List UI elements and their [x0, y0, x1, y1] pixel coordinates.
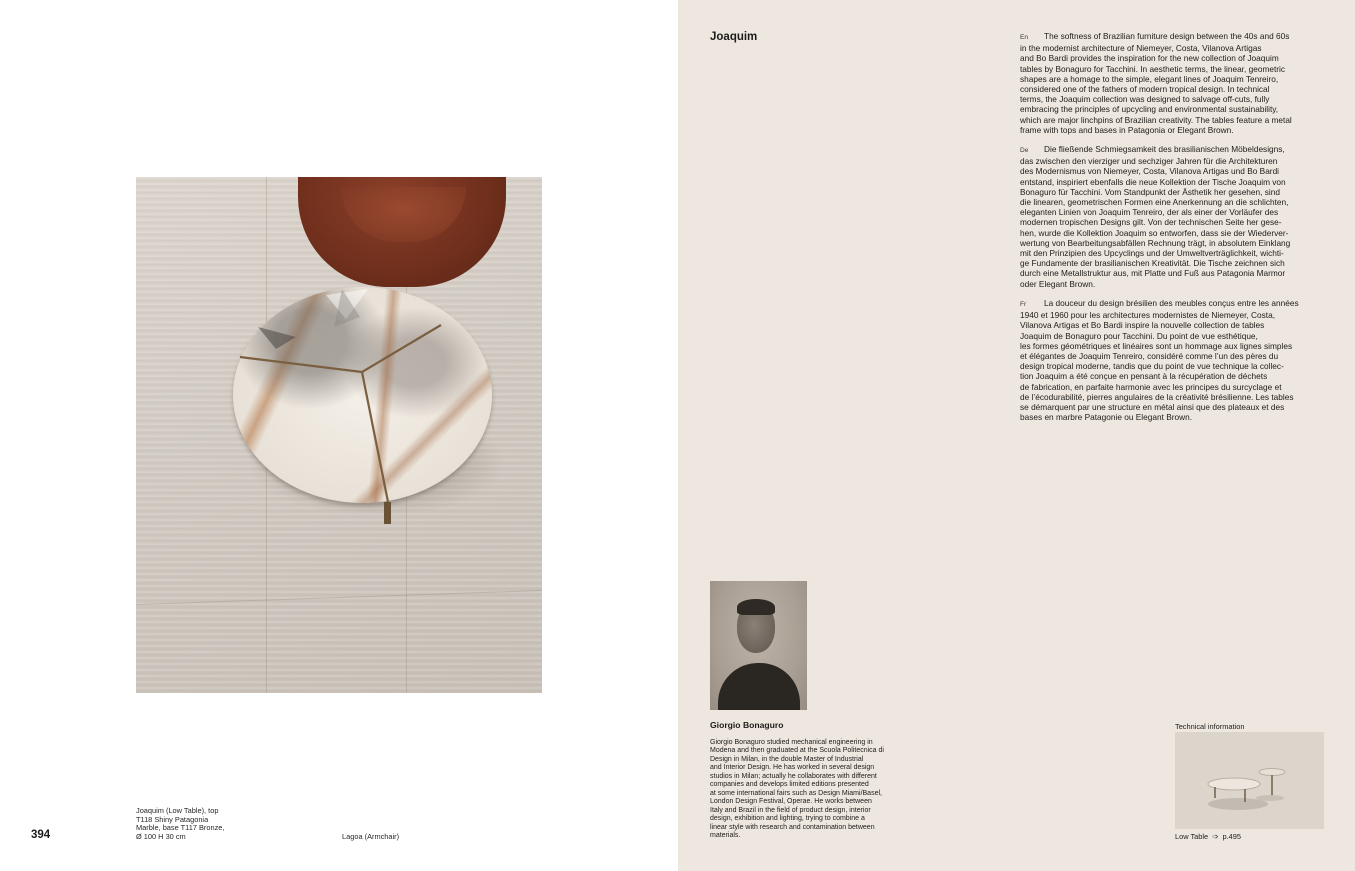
text-line: in the modernist architecture of Niemeyer, Costa, Vilanova Artigas — [1020, 43, 1262, 54]
text-line: terms, the Joaquim collection was designed to salvage off-cuts, fully — [1020, 94, 1270, 105]
bio-line: Giorgio Bonaguro studied mechanical engineering in — [710, 739, 873, 746]
bio-line: London Design Festival, Operae. He works between — [710, 798, 872, 806]
page-number: 394 — [31, 829, 51, 841]
caption-line: Joaquim (Low Table), top — [136, 806, 219, 815]
english-description — [1020, 31, 1326, 135]
text-line: tion Joaquim a été conçue en pensant à la récupération de déchets — [1020, 371, 1268, 382]
marble-low-table-photo — [136, 177, 542, 693]
arrow-right-icon: ➩ — [1212, 832, 1219, 841]
text-line: eleganten Linien von Joaquim Tenreiro, der als einer der Vorläufer des — [1020, 207, 1279, 218]
bio-line: Modena and then graduated at the Scuola Politecnica di — [710, 747, 884, 755]
bio-line: linear style with research and contamination between — [710, 823, 875, 831]
text-line: de l’écodurabilité, pierres angulaires de la créativité brésilienne. Les tables — [1020, 391, 1294, 402]
text-line: frame with tops and bases in Patagonia or Elegant Brown. — [1020, 124, 1234, 135]
table-metal-frame — [136, 177, 542, 693]
photo-caption — [136, 807, 224, 841]
text-line: die linearen, geometrischen Formen eine Anerkennung an die schlichten, — [1020, 197, 1289, 208]
bio-line: companies and develops limited editions presented — [710, 781, 869, 789]
text-line: se démarquent par une structure en métal ainsi que des plateaux et des — [1020, 402, 1285, 413]
technical-drawing-image — [1175, 732, 1324, 829]
tables-render — [1175, 732, 1324, 829]
portrait-hair — [737, 599, 775, 615]
text-line: 1940 et 1960 pour les architectures modernistes de Niemeyer, Costa, — [1020, 310, 1276, 321]
text-line: entstand, inspiriert ebenfalls die neue Kollektion der Tische Joaquim von — [1020, 176, 1286, 187]
text-line: durch eine Metallstruktur aus, mit Platte und Fuß aus Patagonia Marmor — [1020, 268, 1286, 279]
language-tag: Fr — [1020, 301, 1027, 308]
bio-line: Design in Milan, in the double Master of Industrial — [710, 755, 864, 763]
bio-line: at some international fairs such as Design Miami/Basel, — [710, 789, 882, 797]
language-tag: En — [1020, 34, 1029, 41]
text-line: hen, wurde die Kollektion Joaquim so entworfen, dass sie der Wiederver- — [1020, 227, 1289, 238]
text-line: des Modernismus von Niemeyer, Costa, Vilanova Artigas und Bo Bardi — [1020, 166, 1280, 177]
text-line: design tropical moderne, tandis que du point de vue technique la collec- — [1020, 361, 1284, 372]
text-line: Vilanova Artigas et Bo Bardi inspire la nouvelle collection de tables — [1020, 320, 1265, 331]
text-line: modernen tropischen Designs gilt. Von der technischen Seite her gese- — [1020, 217, 1282, 228]
text-line: les formes géométriques et linéaires sont un hommage aux lignes simples — [1020, 340, 1293, 351]
bio-line: Italy and Brazil in the field of product design, interior — [710, 806, 871, 814]
text-line: tables by Bonaguro for Tacchini. In aesthetic terms, the linear, geometric — [1020, 63, 1286, 74]
text-line: Joaquim de Bonaguro pour Tacchini. Du point de vue esthétique, — [1020, 330, 1258, 341]
text-line: which are major linchpins of Brazilian creativity. The tables feature a metal — [1020, 114, 1292, 125]
text-line: embracing the principles of upcycling and environmental sustainability, — [1020, 104, 1279, 115]
caption-line: T118 Shiny Patagonia — [136, 814, 209, 824]
text-line: bases en marbre Patagonie ou Elegant Brown. — [1020, 412, 1193, 423]
text-line: shapes are a homage to the simple, elegant lines of Joaquim Tenreiro, — [1020, 73, 1279, 84]
collection-title: Joaquim — [710, 31, 758, 43]
text-line: considered one of the fathers of modern tropical design. In technical — [1020, 84, 1270, 95]
bio-line: materials. — [710, 831, 741, 839]
text-line: oder Elegant Brown. — [1020, 278, 1096, 289]
technical-page-link[interactable] — [1175, 832, 1241, 841]
tech-ref-label: Low Table — [1175, 832, 1209, 841]
text-line: mit den Prinzipien des Upcyclings und der Umweltverträglichkeit, wichti- — [1020, 248, 1284, 259]
text-line: de fabrication, en parfaite harmonie avec les principes du surcyclage et — [1020, 381, 1282, 392]
bio-line: and Interior Design. He has worked in several design — [710, 764, 875, 772]
text-line: En The softness of Brazilian furniture design between the 40s and 60s — [1020, 31, 1326, 43]
text-line: Bonaguro für Tacchini. Vom Standpunkt der Ästhetik her gesehen, sind — [1020, 186, 1280, 197]
text-line: and Bo Bardi provides the inspiration for the new collection of Joaquim — [1020, 53, 1279, 64]
armchair-caption: Lagoa (Armchair) — [342, 832, 400, 841]
portrait-body — [718, 663, 800, 710]
caption-line: Marble, base T117 Bronze, — [136, 823, 225, 833]
text-line: et élégantes de Joaquim Tenreiro, considéré comme l’un des pères du — [1020, 351, 1279, 362]
text-line: Fr La douceur du design brésilien des meubles conçus entre les années — [1020, 298, 1326, 310]
bio-line: studios in Milan; actually he collaborates with different — [710, 772, 877, 780]
bio-line: design, exhibition and lighting, trying to combine a — [710, 815, 865, 823]
designer-bio — [710, 739, 884, 840]
text-line: wertung von Bearbeitungsabfällen Rechnung trägt, in absolutem Einklang — [1020, 237, 1291, 248]
language-tag: De — [1020, 147, 1029, 154]
designer-name: Giorgio Bonaguro — [710, 720, 784, 730]
text-line: ge Fundamente der brasilianischen Kreativität. Die Tische zeichnen sich — [1020, 258, 1285, 269]
text-line: das zwischen den vierziger und sechziger Jahren für die Architekturen — [1020, 156, 1278, 167]
designer-portrait — [710, 581, 807, 710]
french-description — [1020, 298, 1326, 422]
table-leg — [384, 502, 391, 524]
technical-info-label: Technical information — [1175, 722, 1245, 731]
text-line: De Die fließende Schmiegsamkeit des brasilianischen Möbeldesigns, — [1020, 144, 1326, 156]
tech-ref-page: p.495 — [1222, 832, 1241, 841]
caption-line: Ø 100 H 30 cm — [136, 831, 186, 841]
german-description — [1020, 144, 1326, 289]
